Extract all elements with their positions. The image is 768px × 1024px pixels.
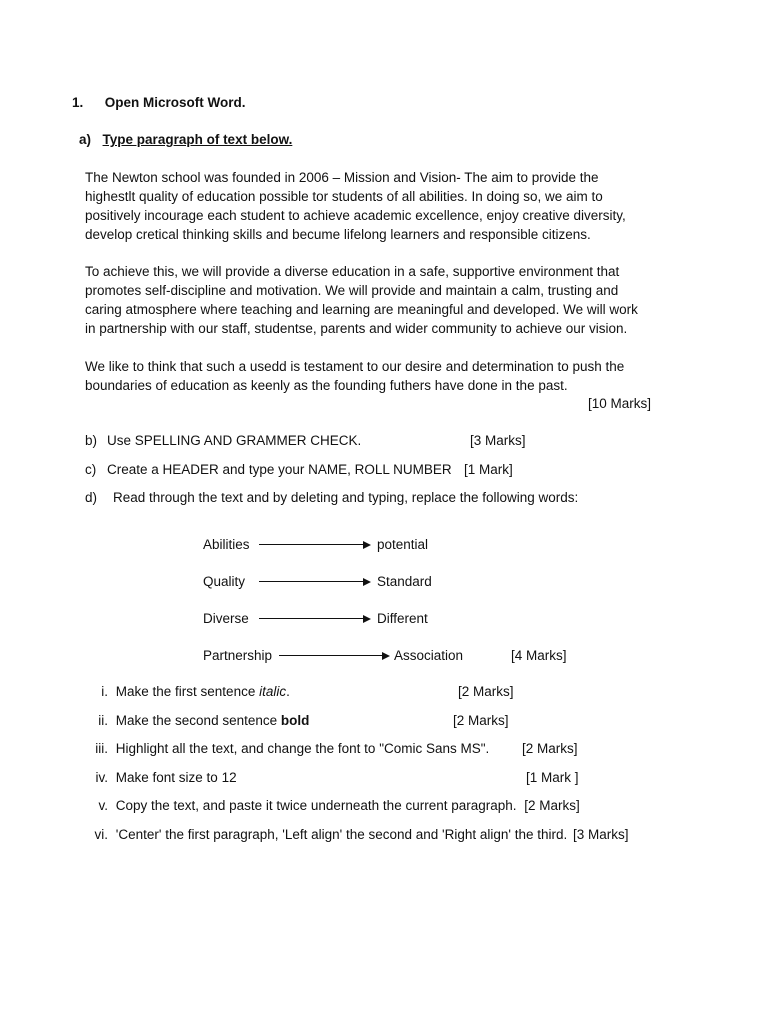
arrow-right-icon: [363, 578, 371, 586]
task-item: [78, 712, 309, 730]
arrow-right-icon: [363, 541, 371, 549]
question-title: Open Microsoft Word.: [104, 95, 246, 110]
task-text: Make the second sentence: [115, 713, 281, 728]
task-marks: [2 Marks]: [458, 684, 514, 699]
task-text: Make font size to 12: [115, 770, 237, 785]
section-d-marks: [4 Marks]: [511, 648, 567, 663]
section-c-marks: [1 Mark]: [464, 462, 513, 477]
question-heading: [72, 94, 246, 112]
section-b-label: b): [85, 433, 98, 448]
replace-from-word: Diverse: [203, 611, 249, 626]
task-number: ii.: [98, 713, 108, 728]
task-text: Make the first sentence: [115, 684, 260, 699]
task-item: [78, 797, 580, 815]
task-item: [78, 683, 290, 701]
arrow-right-icon: [363, 615, 371, 623]
section-a-marks: [10 Marks]: [588, 396, 652, 411]
replace-from-word: Abilities: [203, 537, 250, 552]
section-a-title: Type paragraph of text below.: [102, 132, 293, 147]
paragraph-line: caring atmosphere where teaching and learning are meaningful and developed. We will work: [85, 302, 638, 317]
task-text-end: .: [286, 684, 290, 699]
section-a-label: a): [79, 132, 92, 147]
task-marks: [3 Marks]: [573, 827, 629, 842]
replace-from-word: Quality: [203, 574, 246, 589]
task-emphasis: italic: [259, 684, 287, 699]
section-b-marks: [3 Marks]: [470, 433, 526, 448]
section-d-text: Read through the text and by deleting and typing, replace the following words:: [113, 490, 579, 505]
paragraph-line: promotes self-discipline and motivation. We will provide and maintain a calm, trusting and: [85, 283, 619, 298]
arrow-right-icon: [382, 652, 390, 660]
arrow-line: [279, 655, 382, 656]
section-c-text: Create a HEADER and type your NAME, ROLL NUMBER: [107, 462, 452, 477]
arrow-line: [259, 544, 363, 545]
paragraph-line: We like to think that such a usedd is testament to our desire and determination to push the: [85, 359, 625, 374]
task-number: i.: [101, 684, 108, 699]
task-marks: [2 Marks]: [524, 798, 580, 813]
task-emphasis: bold: [280, 713, 310, 728]
task-item: [78, 769, 237, 787]
paragraph-line: in partnership with our staff, studentse, parents and wider community to achieve our vision.: [85, 321, 628, 336]
replace-to-word: Association: [394, 648, 464, 663]
replace-to-word: potential: [377, 537, 429, 552]
task-marks: [2 Marks]: [522, 741, 578, 756]
question-number: 1.: [72, 95, 84, 110]
task-number: iii.: [95, 741, 108, 756]
task-number: vi.: [94, 827, 108, 842]
arrow-line: [259, 618, 363, 619]
paragraph-line: highestlt quality of education possible tor students of all abilities. In doing so, we aim to: [85, 189, 603, 204]
task-text: Copy the text, and paste it twice underneath the current paragraph.: [115, 798, 517, 813]
paragraph-line: The Newton school was founded in 2006 – Mission and Vision- The aim to provide the: [85, 170, 599, 185]
replace-to-word: Different: [377, 611, 428, 626]
section-c-label: c): [85, 462, 97, 477]
paragraph-line: boundaries of education as keenly as the founding futhers have done in the past.: [85, 378, 568, 393]
paragraph-line: develop cretical thinking skills and becume lifelong learners and responsible citizens.: [85, 227, 591, 242]
task-marks: [1 Mark ]: [526, 770, 579, 785]
paragraph-2: [85, 262, 660, 338]
task-marks: [2 Marks]: [453, 713, 509, 728]
task-item: [78, 740, 489, 758]
paragraph-line: positively incourage each student to achieve academic excellence, enjoy creative diversity,: [85, 208, 626, 223]
task-number: iv.: [95, 770, 108, 785]
task-item: [78, 826, 629, 844]
replace-from-word: Partnership: [203, 648, 273, 663]
section-d-label: d): [85, 490, 98, 505]
task-text: Highlight all the text, and change the font to "Comic Sans MS".: [115, 741, 490, 756]
paragraph-3: [85, 357, 660, 395]
arrow-line: [259, 581, 363, 582]
task-number: v.: [98, 798, 108, 813]
paragraph-1: [85, 168, 660, 244]
section-b-text: Use SPELLING AND GRAMMER CHECK.: [107, 433, 362, 448]
task-text: 'Center' the first paragraph, 'Left align' the second and 'Right align' the third.: [115, 827, 568, 842]
replace-to-word: Standard: [377, 574, 432, 589]
section-a-heading: [79, 131, 292, 149]
paragraph-line: To achieve this, we will provide a diverse education in a safe, supportive environment that: [85, 264, 620, 279]
